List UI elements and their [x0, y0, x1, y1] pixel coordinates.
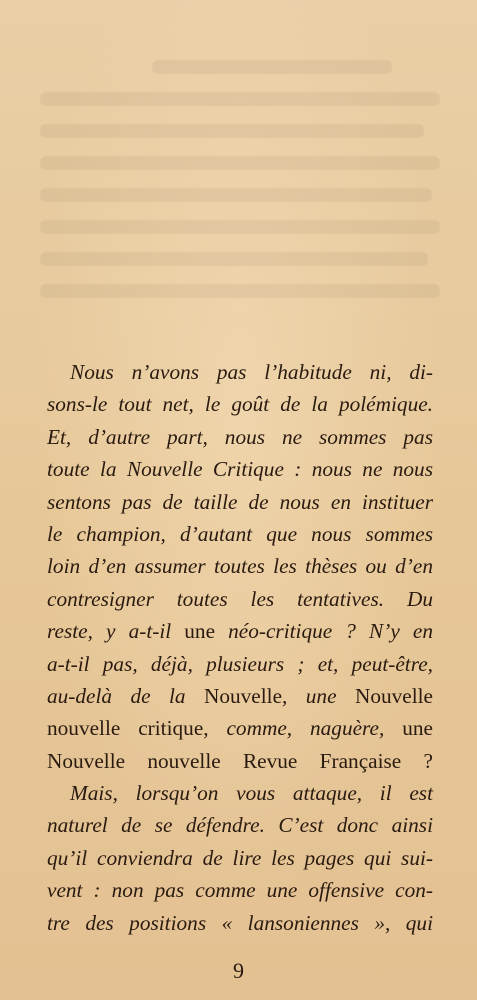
text-run: une: [305, 683, 337, 708]
text-run: néo-critique ? N’y en: [215, 619, 433, 644]
text-line: [47, 907, 433, 939]
text-run: sentons pas de taille de nous en instituer: [47, 489, 433, 514]
text-run: a-t-il pas, déjà, plusieurs ; et, peut-être,: [47, 651, 433, 676]
text-run: Et, d’autre part, nous ne sommes pas: [47, 424, 433, 449]
text-line: [47, 356, 433, 388]
page-number: 9: [233, 958, 244, 983]
text-line: [47, 777, 433, 809]
text-run: Nous n’avons pas l’habitude ni, di-: [70, 360, 433, 384]
paragraph-2: [47, 777, 433, 939]
text-line: [47, 712, 433, 744]
text-run: toute la Nouvelle Critique : nous ne nous: [47, 457, 433, 482]
text-run: qu’il conviendra de lire les pages qui sui-: [47, 845, 433, 870]
text-run: une: [384, 716, 433, 741]
text-line: [47, 615, 433, 647]
text-line: [47, 648, 433, 680]
text-run: vent : non pas comme une offensive con-: [47, 878, 433, 903]
text-line: [47, 809, 433, 841]
body-text: [47, 356, 433, 939]
text-line: [47, 680, 433, 712]
text-run: comme, naguère,: [226, 716, 385, 741]
text-run: le champion, d’autant que nous sommes: [47, 521, 433, 546]
text-line: [47, 388, 433, 420]
text-line: [47, 842, 433, 874]
text-line: [47, 550, 433, 582]
text-run: naturel de se défendre. C’est donc ainsi: [47, 813, 433, 838]
show-through-text: [40, 60, 440, 350]
text-run: au-delà de la: [47, 683, 204, 708]
text-line: [47, 874, 433, 906]
text-line: [47, 453, 433, 485]
text-run: nouvelle critique,: [47, 716, 227, 741]
text-run: Nouvelle,: [203, 683, 306, 708]
text-run: Nouvelle: [336, 683, 434, 708]
text-run: Mais, lorsqu’on vous attaque, il est: [70, 781, 433, 806]
text-run: contresigner toutes les tentatives. Du: [47, 586, 433, 611]
text-run: Nouvelle nouvelle Revue Française ?: [47, 748, 433, 773]
text-line: [47, 421, 433, 453]
text-line: [47, 518, 433, 550]
text-run: reste, y a-t-il: [47, 619, 185, 644]
paragraph-1: [47, 356, 433, 777]
text-line: [47, 486, 433, 518]
text-run: tre des positions « lansoniennes », qui: [47, 910, 433, 935]
text-run: loin d’en assumer toutes les thèses ou d’en: [47, 554, 433, 579]
text-run: sons-le tout net, le goût de la polémique.: [47, 392, 433, 417]
text-run: une: [184, 619, 216, 644]
text-line: [47, 583, 433, 615]
text-line: [47, 745, 433, 777]
